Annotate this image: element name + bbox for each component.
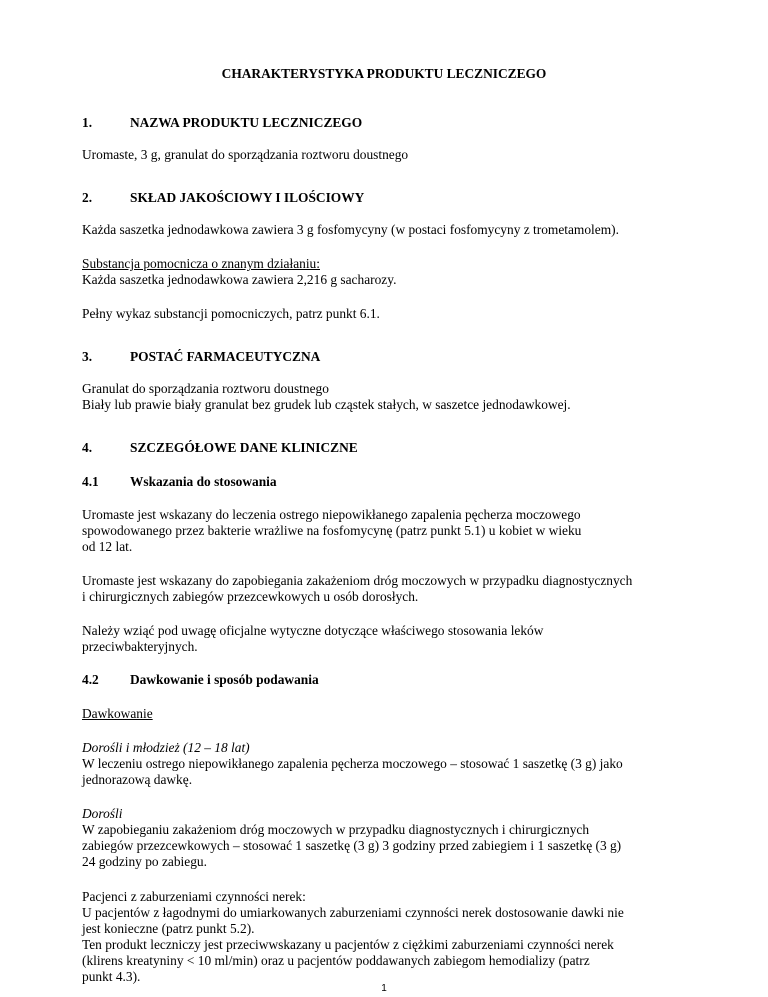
section-4-number: 4. xyxy=(82,440,93,455)
section-2-heading: SKŁAD JAKOŚCIOWY I ILOŚCIOWY xyxy=(130,190,365,205)
adults-line-1: W zapobieganiu zakażeniom dróg moczowych w przypadku diagnostycznych i chirurgicznych xyxy=(82,822,590,837)
composition-text: Każda saszetka jednodawkowa zawiera 3 g fosfomycyny (w postaci fosfomycyny z trometamolem). xyxy=(82,222,619,237)
indication-1-line-2: spowodowanego przez bakterie wrażliwe na fosfomycynę (patrz punkt 5.1) u kobiet w wieku xyxy=(82,523,582,538)
renal-line-6: punkt 4.3). xyxy=(82,969,141,984)
form-line-1: Granulat do sporządzania roztworu doustnego xyxy=(82,381,329,396)
section-4-2-heading: Dawkowanie i sposób podawania xyxy=(130,672,319,687)
form-line-2: Biały lub prawie biały granulat bez grudek lub cząstek stałych, w saszetce jednodawkowej. xyxy=(82,397,571,412)
excipient-text: Każda saszetka jednodawkowa zawiera 2,216 g sacharozy. xyxy=(82,272,397,287)
section-3-number: 3. xyxy=(82,349,93,364)
section-4-1-number: 4.1 xyxy=(82,474,99,489)
section-1-number: 1. xyxy=(82,115,93,130)
section-3-heading: POSTAĆ FARMACEUTYCZNA xyxy=(130,349,321,364)
excipient-subheading: Substancja pomocnicza o znanym działaniu: xyxy=(82,256,320,271)
guidelines-line-1: Należy wziąć pod uwagę oficjalne wytyczne dotyczące właściwego stosowania leków xyxy=(82,623,544,638)
adolescents-line-2: jednorazową dawkę. xyxy=(82,772,193,787)
indication-1-line-1: Uromaste jest wskazany do leczenia ostrego niepowikłanego zapalenia pęcherza moczowego xyxy=(82,507,581,522)
adults-subheading: Dorośli xyxy=(82,806,123,821)
page-number: 1 xyxy=(381,983,387,994)
indication-2-line-2: i chirurgicznych zabiegów przezcewkowych u osób dorosłych. xyxy=(82,589,419,604)
renal-line-4: Ten produkt leczniczy jest przeciwwskazany u pacjentów z ciężkimi zaburzeniami czynności nerek xyxy=(82,937,614,952)
adults-line-3: 24 godziny po zabiegu. xyxy=(82,854,207,869)
section-1-heading: NAZWA PRODUKTU LECZNICZEGO xyxy=(130,115,363,130)
section-2-number: 2. xyxy=(82,190,93,205)
adolescents-subheading: Dorośli i młodzież (12 – 18 lat) xyxy=(82,740,250,755)
renal-line-5: (klirens kreatyniny < 10 ml/min) oraz u pacjentów poddawanych zabiegom hemodializy (patrz xyxy=(82,953,590,968)
renal-line-2: U pacjentów z łagodnymi do umiarkowanych zaburzeniami czynności nerek dostosowanie dawki nie xyxy=(82,905,624,920)
document-title: CHARAKTERYSTYKA PRODUKTU LECZNICZEGO xyxy=(221,66,547,81)
renal-heading: Pacjenci z zaburzeniami czynności nerek: xyxy=(82,889,306,904)
product-name-text: Uromaste, 3 g, granulat do sporządzania roztworu doustnego xyxy=(82,147,409,162)
section-4-1-heading: Wskazania do stosowania xyxy=(130,474,277,489)
adolescents-line-1: W leczeniu ostrego niepowikłanego zapalenia pęcherza moczowego – stosować 1 saszetkę (3 g) jako xyxy=(82,756,623,771)
renal-line-3: jest konieczne (patrz punkt 5.2). xyxy=(82,921,255,936)
section-4-2-number: 4.2 xyxy=(82,672,99,687)
section-4-heading: SZCZEGÓŁOWE DANE KLINICZNE xyxy=(130,440,358,455)
excipients-reference: Pełny wykaz substancji pomocniczych, patrz punkt 6.1. xyxy=(82,306,380,321)
indication-1-line-3: od 12 lat. xyxy=(82,539,133,554)
indication-2-line-1: Uromaste jest wskazany do zapobiegania zakażeniom dróg moczowych w przypadku diagnostycznych xyxy=(82,573,633,588)
guidelines-line-2: przeciwbakteryjnych. xyxy=(82,639,198,654)
adults-line-2: zabiegów przezcewkowych – stosować 1 saszetkę (3 g) 3 godziny przed zabiegiem i 1 saszetkę (3 g) xyxy=(82,838,622,853)
dosage-subheading: Dawkowanie xyxy=(82,706,153,721)
